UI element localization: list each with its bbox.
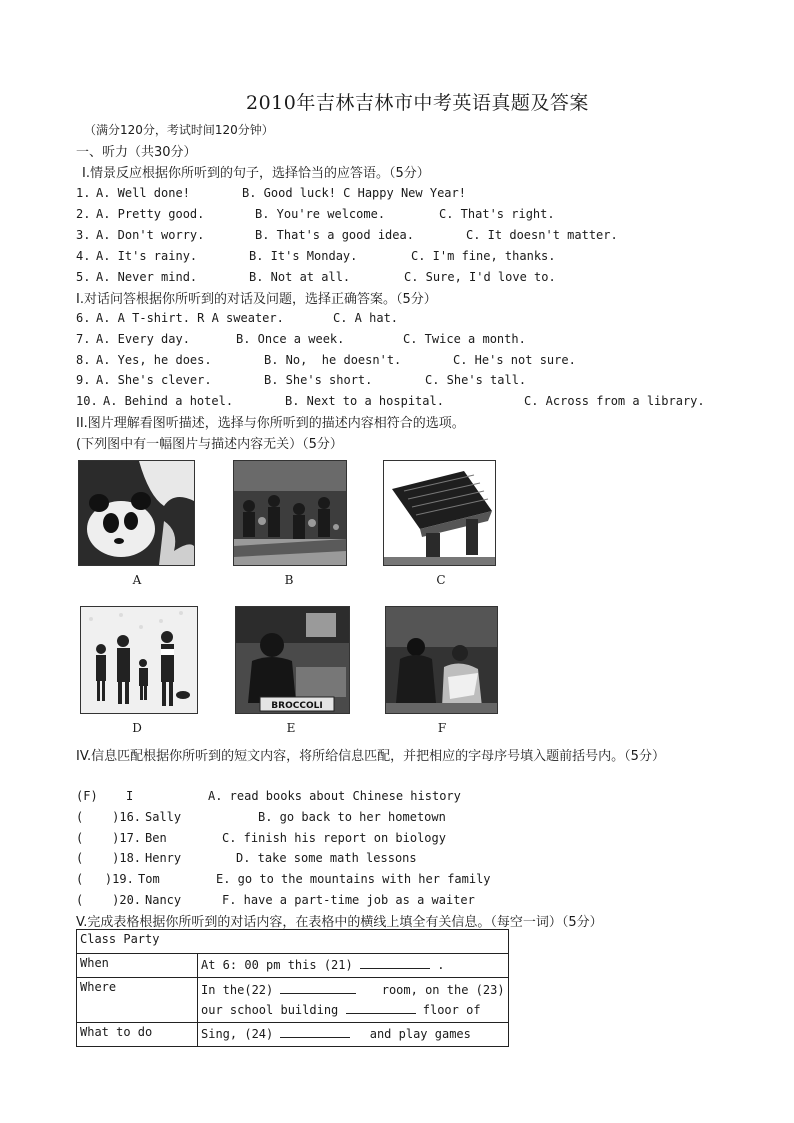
person-name: Henry	[145, 851, 182, 866]
blank-21[interactable]	[360, 956, 430, 969]
class-party-table	[76, 929, 509, 1047]
question-number: 8.	[76, 352, 91, 367]
answer-bracket[interactable]: ( )17.	[76, 830, 142, 845]
option-a[interactable]: A. A T-shirt. R A sweater.	[96, 311, 284, 325]
option-a[interactable]: A. Well done!	[96, 186, 190, 200]
panda-image	[79, 461, 194, 565]
option-c[interactable]: C. It doesn't matter.	[466, 228, 618, 242]
blank-24[interactable]	[280, 1025, 350, 1038]
picture-label-d: D	[132, 721, 142, 735]
section-4-heading: IV.信息匹配根据你所听到的短文内容，将所给信息匹配，并把相应的字母序号填入题前括号内。（5分）	[76, 749, 665, 764]
person-name: I	[126, 789, 134, 803]
answer-bracket[interactable]: ( )19.	[76, 872, 134, 887]
family-walk-image	[81, 607, 197, 713]
option-a[interactable]: A. Pretty good.	[96, 207, 205, 221]
question-number: 1.	[76, 186, 91, 200]
question-number: 3.	[76, 228, 91, 242]
section-3-heading: II.图片理解看图听描述，选择与你所听到的描述内容相符合的选项。	[76, 416, 465, 431]
when-end: .	[437, 958, 445, 972]
section-1-heading: I.情景反应根据你所听到的句子，选择恰当的应答语。（5分）	[82, 166, 430, 181]
picture-label-f: F	[437, 721, 447, 735]
match-option: B. go back to her hometown	[258, 809, 446, 824]
where-value-2: room, on the (23)	[381, 983, 505, 997]
question-number: 10.	[76, 394, 98, 409]
section-5-heading: V.完成表格根据你所听到的对话内容，在表格中的横线上填全有关信息。（每空一词）（5分）	[76, 915, 603, 930]
answer-bracket[interactable]: ( )20.	[76, 893, 142, 907]
todo-cell	[198, 1023, 509, 1047]
option-c[interactable]: C. Sure, I'd love to.	[404, 270, 556, 284]
option-b[interactable]: B. Good luck! C Happy New Year!	[242, 186, 466, 200]
when-value: At 6: 00 pm this (21)	[201, 958, 353, 972]
option-a[interactable]: A. Every day.	[96, 331, 190, 346]
match-option: F. have a part-time job as a waiter	[222, 893, 475, 907]
question-number: 7.	[76, 331, 91, 346]
market-image	[386, 607, 497, 713]
vegetable-seller-image	[236, 607, 349, 713]
picture-label-e: E	[286, 721, 296, 735]
match-option: C. finish his report on biology	[222, 830, 446, 845]
option-c[interactable]: C. Across from a library.	[524, 394, 705, 409]
option-c[interactable]: C. He's not sure.	[453, 352, 576, 367]
where-value-4: floor of	[422, 1003, 481, 1017]
exam-info: （满分120分，考试时间120分钟）	[84, 123, 274, 137]
todo-value-1: Sing, (24)	[201, 1027, 274, 1041]
option-b[interactable]: B. That's a good idea.	[255, 228, 414, 242]
option-a[interactable]: A. Never mind.	[96, 270, 198, 284]
when-cell	[198, 954, 509, 978]
person-name: Ben	[145, 830, 167, 845]
match-option: E. go to the mountains with her family	[216, 872, 491, 887]
picture-a	[78, 460, 195, 566]
sign-text: BROCCOLI	[271, 701, 323, 711]
blank-23[interactable]	[346, 1001, 416, 1014]
person-name: Tom	[138, 872, 160, 887]
option-c[interactable]: C. That's right.	[439, 207, 555, 221]
question-number: 9.	[76, 373, 91, 388]
option-b[interactable]: B. No, he doesn't.	[264, 352, 402, 367]
picture-label-b: B	[284, 573, 294, 587]
question-number: 4.	[76, 249, 91, 263]
person-name: Sally	[145, 809, 182, 824]
answer-bracket[interactable]: ( )16.	[76, 809, 142, 824]
option-a[interactable]: A. It's rainy.	[96, 249, 198, 263]
option-a[interactable]: A. Behind a hotel.	[103, 394, 234, 409]
option-a[interactable]: A. Don't worry.	[96, 228, 205, 242]
picture-d	[80, 606, 198, 714]
where-value-1: In the(22)	[201, 983, 274, 997]
table-header: Class Party	[77, 930, 509, 954]
option-a[interactable]: A. She's clever.	[96, 373, 212, 388]
question-number: 6.	[76, 311, 91, 325]
answer-bracket[interactable]: (F)	[76, 789, 98, 803]
section-2-heading: I.对话问答根据你所听到的对话及问题，选择正确答案。（5分）	[76, 292, 437, 307]
china-pavilion-image	[384, 461, 495, 565]
answer-bracket[interactable]: ( )18.	[76, 851, 142, 866]
when-label: When	[77, 954, 198, 978]
option-b[interactable]: B. Not at all.	[249, 270, 351, 284]
match-option: D. take some math lessons	[236, 851, 417, 866]
option-b[interactable]: B. Next to a hospital.	[285, 394, 444, 409]
option-c[interactable]: C. A hat.	[333, 311, 399, 325]
todo-value-2: and play games	[369, 1027, 471, 1041]
where-value-3: our school building	[201, 1003, 339, 1017]
question-number: 2.	[76, 207, 91, 221]
picture-f	[385, 606, 498, 714]
option-b[interactable]: B. She's short.	[264, 373, 373, 388]
todo-label: What to do	[77, 1023, 198, 1047]
picture-b	[233, 460, 347, 566]
where-label: Where	[77, 978, 198, 1023]
question-number: 5.	[76, 270, 91, 284]
option-b[interactable]: B. You're welcome.	[255, 207, 386, 221]
picture-e	[235, 606, 350, 714]
option-b[interactable]: B. Once a week.	[236, 331, 345, 346]
option-c[interactable]: C. She's tall.	[425, 373, 527, 388]
part-heading: 一、听力（共30分）	[76, 145, 197, 160]
option-b[interactable]: B. It's Monday.	[249, 249, 358, 263]
picture-c	[383, 460, 496, 566]
picture-label-a: A	[132, 573, 142, 587]
crowd-image	[234, 461, 346, 565]
where-cell	[198, 978, 509, 1023]
person-name: Nancy	[145, 893, 182, 907]
option-c[interactable]: C. Twice a month.	[403, 331, 526, 346]
page-title: 2010年吉林吉林市中考英语真题及答案	[246, 92, 589, 114]
option-a[interactable]: A. Yes, he does.	[96, 352, 212, 367]
section-3-note: (下列图中有一幅图片与描述内容无关）（5分）	[76, 437, 343, 452]
blank-22[interactable]	[280, 981, 356, 994]
option-c[interactable]: C. I'm fine, thanks.	[411, 249, 556, 263]
picture-label-c: C	[436, 573, 446, 587]
match-option: A. read books about Chinese history	[208, 789, 461, 803]
